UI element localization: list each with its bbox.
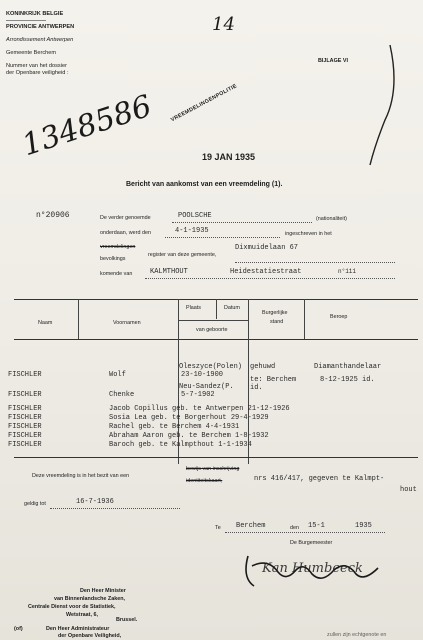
population-label: bevolkings bbox=[100, 256, 126, 262]
child-surname: FISCHLER bbox=[8, 414, 42, 422]
col-beroep: Beroep bbox=[330, 314, 348, 320]
header-municipality: Gemeente Berchem bbox=[6, 50, 57, 56]
col-stand: stand bbox=[270, 319, 284, 325]
bottom-fragment: zullen zijn echtgenote en bbox=[327, 632, 387, 638]
holder-label: Deze vreemdeling is in het bezit van een bbox=[32, 473, 130, 479]
person-place: Neu-Sandez(P. bbox=[179, 383, 234, 391]
top-handwritten-mark: 14 bbox=[212, 14, 235, 35]
from-label: komende van bbox=[100, 271, 133, 277]
address-value: Dixmuidelaan 67 bbox=[235, 244, 299, 252]
mayor-label: De Burgemeester bbox=[290, 540, 333, 546]
addressee-line-5: Brussel. bbox=[116, 617, 138, 623]
addressee-line-4: Wetstraat, 6, bbox=[66, 612, 98, 618]
date-stamp: 19 JAN 1935 bbox=[202, 152, 256, 162]
child-details: Rachel geb. te Berchem 4-4-1931 bbox=[109, 423, 240, 431]
child-surname: FISCHLER bbox=[8, 432, 42, 440]
valid-label: geldig tot bbox=[24, 501, 46, 507]
record-number: n°20906 bbox=[36, 211, 70, 220]
col-plaats: Plaats bbox=[186, 305, 201, 311]
col-voornamen: Voornamen bbox=[113, 320, 141, 326]
holder-struck-2: identiteitskaart, bbox=[186, 478, 223, 484]
person-surname: FISCHLER bbox=[8, 371, 42, 379]
signature-text: Kan Humbeeck bbox=[262, 561, 363, 576]
child-details: Abraham Aaron geb. te Berchem 1-8-1932 bbox=[109, 432, 269, 440]
entry-label: onderdaan, werd den bbox=[100, 230, 151, 236]
person-given: Chenke bbox=[109, 391, 135, 399]
child-details: Baroch geb. te Kalmpthout 1-1-1934 bbox=[109, 441, 252, 449]
col-naam: Naam bbox=[38, 320, 53, 326]
header-kingdom: KONINKRIJK BELGIE bbox=[6, 11, 64, 17]
person-job: Diamanthandelaar bbox=[314, 363, 382, 371]
bijlage-label: BIJLAGE VI bbox=[318, 58, 348, 64]
place-value: Berchem bbox=[236, 522, 266, 530]
holder-value: nrs 416/417, gegeven te Kalmpt- bbox=[254, 475, 385, 483]
addressee-line-3: Centrale Dienst voor de Statistiek, bbox=[28, 604, 116, 610]
addressee-line-6: Den Heer Administrateur bbox=[46, 626, 110, 632]
from-street: Heidestatiestraat bbox=[230, 268, 302, 276]
from-value: KALMTHOUT bbox=[150, 268, 188, 276]
person-surname: FISCHLER bbox=[8, 391, 42, 399]
addressee-line-1: Den Heer Minister bbox=[80, 588, 126, 594]
nationality-label: De verder genoemde bbox=[100, 215, 151, 221]
addressee-or: (of) bbox=[14, 626, 23, 632]
col-burgerlijke: Burgerlijke bbox=[262, 310, 288, 316]
nationality-suffix: (nationaliteit) bbox=[316, 216, 347, 222]
header-arrondissement: Arrondissement Antwerpen bbox=[6, 37, 74, 43]
entry-date: 4-1-1935 bbox=[175, 227, 209, 235]
child-surname: FISCHLER bbox=[8, 441, 42, 449]
date-value: 15-1 bbox=[308, 522, 325, 530]
child-surname: FISCHLER bbox=[8, 423, 42, 431]
date-label: den bbox=[290, 525, 299, 531]
person-date: 23-10-1900 bbox=[181, 371, 224, 379]
child-surname: FISCHLER bbox=[8, 405, 42, 413]
addressee-line-7: der Openbare Veiligheid, bbox=[58, 633, 122, 639]
margin-pen-stroke bbox=[360, 40, 410, 170]
person-date: 5-7-1902 bbox=[181, 391, 215, 399]
register-struck: vreemdelingen bbox=[100, 244, 136, 250]
header-province: PROVINCIE ANTWERPEN bbox=[6, 24, 75, 30]
holder-value-2: hout bbox=[400, 486, 417, 494]
person-job: 8-12-1925 id. bbox=[320, 376, 375, 384]
register-label: register van deze gemeente, bbox=[148, 252, 217, 258]
police-stamp: VREEMDELINGENPOLITIE bbox=[170, 83, 239, 124]
valid-value: 16-7-1936 bbox=[76, 498, 114, 506]
header-dossier-label: Nummer van het dossier bbox=[6, 63, 67, 69]
document-title: Bericht van aankomst van een vreemdeling (1). bbox=[126, 181, 283, 188]
handwritten-dossier-number: 1348586 bbox=[18, 88, 156, 164]
child-details: Sosia Lea geb. te Borgerhout 29-4-1929 bbox=[109, 414, 269, 422]
person-status: te: Berchem id. bbox=[250, 376, 297, 392]
entry-suffix: ingeschreven in het bbox=[285, 231, 332, 237]
addressee-line-2: van Binnenlandsche Zaken, bbox=[54, 596, 125, 602]
holder-struck-1: bewijs van inschrijving bbox=[186, 466, 240, 472]
nationality-value: POOLSCHE bbox=[178, 212, 212, 220]
person-status: gehuwd bbox=[250, 363, 276, 371]
year-value: 1935 bbox=[355, 522, 372, 530]
from-number: n°111 bbox=[338, 268, 357, 275]
child-details: Jacob Copillus geb. te Antwerpen 21-12-1926 bbox=[109, 405, 290, 413]
col-datum: Datum bbox=[224, 305, 240, 311]
person-place: Oleszyce(Polen) bbox=[179, 363, 243, 371]
header-dossier-label-2: der Openbare veiligheid : bbox=[6, 70, 69, 76]
person-given: Wolf bbox=[109, 371, 126, 379]
place-label: Te bbox=[215, 525, 221, 531]
col-van-geboorte: van geboorte bbox=[196, 327, 228, 333]
